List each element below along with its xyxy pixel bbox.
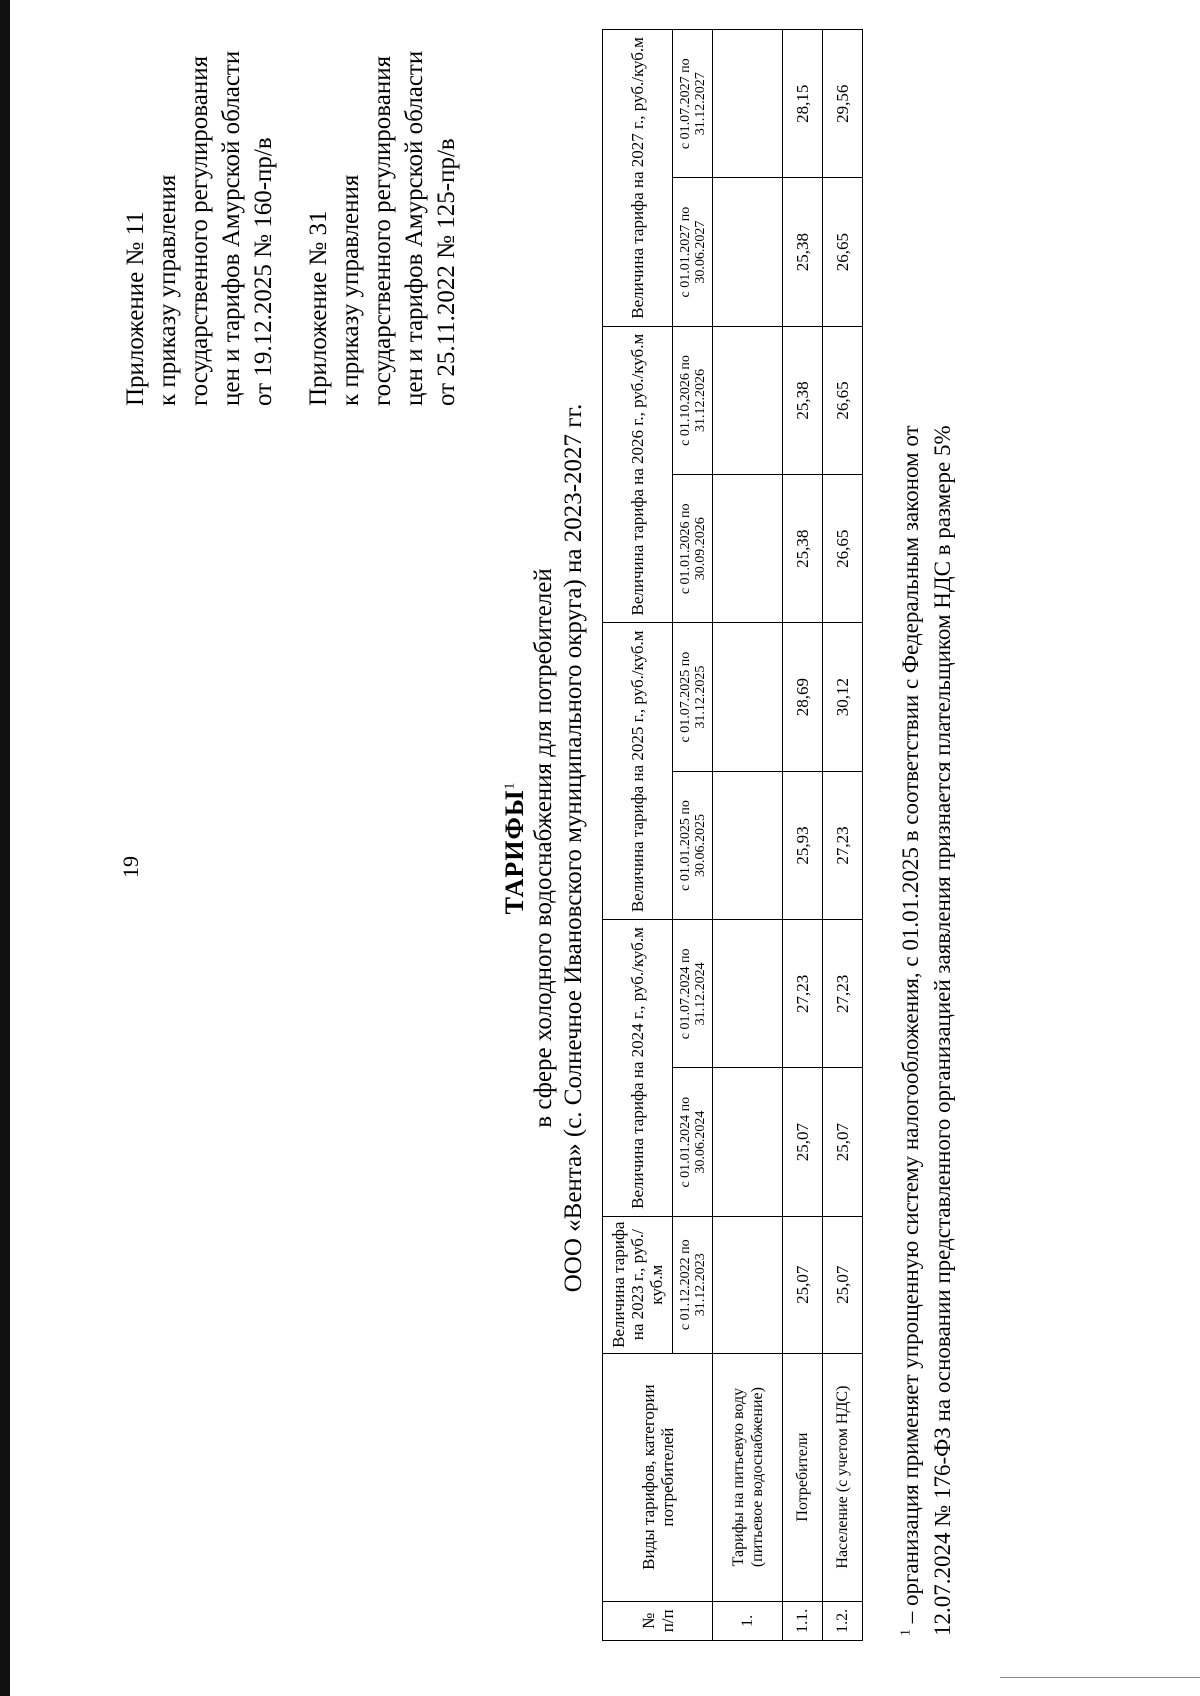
- document-title: [500, 0, 530, 1696]
- tariff-value: 28,15: [783, 30, 823, 178]
- appendix-line: цен и тарифов Амурской области: [218, 50, 245, 406]
- table-row: [713, 30, 783, 1641]
- tariff-value: 25,07: [823, 1216, 863, 1353]
- tariff-value: [713, 30, 783, 178]
- period-cell: с 01.01.2026 по 30.09.2026: [673, 475, 713, 623]
- header-group-2025: Величина тарифа на 2025 г., руб./куб.м: [603, 623, 673, 920]
- title-organization: ООО «Вента» (с. Солнечное Ивановского муниципального округа) на 2023-2027 гг.: [560, 403, 587, 1293]
- tariff-value: 28,69: [783, 623, 823, 771]
- tariff-value: 26,65: [823, 178, 863, 326]
- tariff-value: 25,38: [783, 326, 823, 474]
- appendix-header-old: [303, 51, 463, 406]
- table-row: [783, 30, 823, 1641]
- tariff-value: [713, 475, 783, 623]
- tariff-value: 25,07: [783, 1068, 823, 1216]
- tariff-value: 26,65: [823, 475, 863, 623]
- header-num: № п/п: [603, 1601, 713, 1640]
- appendix-header-new: [120, 51, 280, 406]
- header-group-2027: Величина тарифа на 2027 г., руб./куб.м: [603, 30, 673, 327]
- tariff-value: 25,93: [783, 771, 823, 919]
- appendix-line: цен и тарифов Амурской области: [401, 50, 428, 406]
- row-num: 1.: [713, 1601, 783, 1640]
- appendix-line: от 19.12.2025 № 160-пр/в: [250, 137, 277, 406]
- tariff-value: 25,07: [783, 1216, 823, 1353]
- period-cell: с 01.07.2025 по 31.12.2025: [673, 623, 713, 771]
- tariff-table: [602, 29, 863, 1641]
- period-cell: с 01.01.2024 по 30.06.2024: [673, 1068, 713, 1216]
- period-cell: с 01.01.2025 по 30.06.2025: [673, 771, 713, 919]
- appendix-line: государственного регулирования: [186, 55, 213, 406]
- appendix-line: к приказу управления: [337, 174, 364, 406]
- appendix-line: к приказу управления: [154, 174, 181, 406]
- header-group-2026: Величина тарифа на 2026 г., руб./куб.м: [603, 326, 673, 623]
- title-main: ТАРИФЫ: [500, 789, 529, 915]
- appendix-line: государственного регулирования: [369, 55, 396, 406]
- table-row: [823, 30, 863, 1641]
- tariff-value: [713, 920, 783, 1068]
- tariff-value: 29,56: [823, 30, 863, 178]
- period-cell: с 01.10.2026 по 31.12.2026: [673, 326, 713, 474]
- tariff-value: 25,38: [783, 475, 823, 623]
- appendix-line: Приложение № 31: [305, 210, 332, 406]
- table-header-row: [603, 30, 673, 1641]
- tariff-value: 26,65: [823, 326, 863, 474]
- page-number: 19: [118, 856, 143, 878]
- row-name: Тарифы на питьевую воду (питьевое водоснабжение): [713, 1353, 783, 1601]
- title-subtitle: в сфере холодного водоснабжения для потребителей: [530, 568, 557, 1128]
- header-kind: Виды тарифов, категории потребителей: [603, 1353, 713, 1601]
- tariff-value: 25,07: [823, 1068, 863, 1216]
- tariff-value: [713, 1216, 783, 1353]
- header-group-2024: Величина тарифа на 2024 г., руб./куб.м: [603, 920, 673, 1217]
- tariff-value: 25,38: [783, 178, 823, 326]
- tariff-value: 27,23: [823, 920, 863, 1068]
- appendix-line: от 25.11.2022 № 125-пр/в: [433, 138, 460, 406]
- tariff-value: [713, 623, 783, 771]
- tariff-value: 27,23: [823, 771, 863, 919]
- tariff-value: 30,12: [823, 623, 863, 771]
- title-footnote-mark: 1: [502, 781, 518, 790]
- tariff-value: [713, 1068, 783, 1216]
- footnote-line-1: [898, 425, 924, 1636]
- period-cell: с 01.01.2027 по 30.06.2027: [673, 178, 713, 326]
- row-num: 1.2.: [823, 1601, 863, 1640]
- tariff-value: [713, 771, 783, 919]
- tariff-value: [713, 326, 783, 474]
- footnote-text: – организация применяет упрощенную систему налогообложения, с 01.01.2025 в соответствии с Федеральным законом от: [898, 425, 923, 1624]
- header-group-2023: Величина тарифа на 2023 г., руб./куб.м: [603, 1216, 673, 1353]
- footnote-mark: 1: [898, 1629, 914, 1636]
- tariff-value: 27,23: [783, 920, 823, 1068]
- row-name: Население (с учетом НДС): [823, 1353, 863, 1601]
- tariff-value: [713, 178, 783, 326]
- row-name: Потребители: [783, 1353, 823, 1601]
- period-cell: с 01.07.2024 по 31.12.2024: [673, 920, 713, 1068]
- footnote-line-2: 12.07.2024 № 176-ФЗ на основании представленного организацией заявления признается плательщиком НДС в размере 5%: [930, 425, 955, 1636]
- row-num: 1.1.: [783, 1601, 823, 1640]
- period-cell: с 01.12.2022 по 31.12.2023: [673, 1216, 713, 1353]
- appendix-line: Приложение № 11: [122, 211, 149, 406]
- period-cell: с 01.07.2027 по 31.12.2027: [673, 30, 713, 178]
